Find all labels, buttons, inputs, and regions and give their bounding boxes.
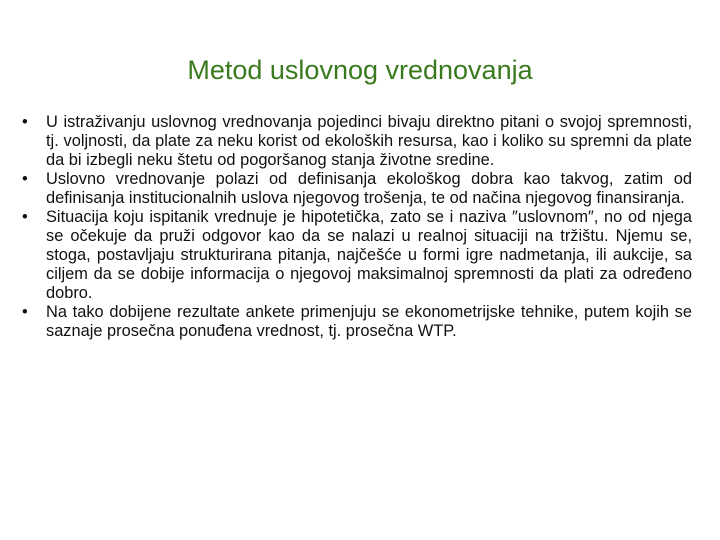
bullet-text: Na tako dobijene rezultate ankete primenjuju se ekonometrijske tehnike, putem kojih se saznaje prosečna ponuđena vrednost, tj. prosečna WTP. xyxy=(46,303,692,340)
bullet-dot: • xyxy=(22,113,28,131)
bullet-item-3 xyxy=(18,208,692,303)
bullet-list xyxy=(18,113,692,341)
bullet-text: Situacija koju ispitanik vrednuje je hipotetička, zato se i naziva ″uslovnom″, no od njega se očekuje da pruži odgovor kao da se nalazi u realnoj situaciji na tržištu. Njemu se, stoga, postavljaju strukturirana pitanja, najčešće u formi igre nadmetanja, ili aukcije, sa ciljem da se dobije informacija o njegovoj maksimalnoj spremnosti da plati za određeno dobro. xyxy=(46,208,692,302)
slide-title: Metod uslovnog vrednovanja xyxy=(187,55,533,85)
bullet-item-1 xyxy=(18,113,692,170)
bullet-dot: • xyxy=(22,303,28,321)
bullet-text: U istraživanju uslovnog vrednovanja pojedinci bivaju direktno pitani o svojoj spremnosti, tj. voljnosti, da plate za neku korist od ekoloških resursa, kao i koliko su spremni da plate da bi izbegli neku štetu od pogoršanog stanja životne sredine. xyxy=(46,113,692,169)
bullet-dot: • xyxy=(22,170,28,188)
bullet-item-4 xyxy=(18,303,692,341)
bullet-item-2 xyxy=(18,170,692,208)
bullet-dot: • xyxy=(22,208,28,226)
bullet-text: Uslovno vrednovanje polazi od definisanja ekološkog dobra kao takvog, zatim od definisanja institucionalnih uslova njegovog trošenja, te od načina njegovog finansiranja. xyxy=(46,170,692,207)
